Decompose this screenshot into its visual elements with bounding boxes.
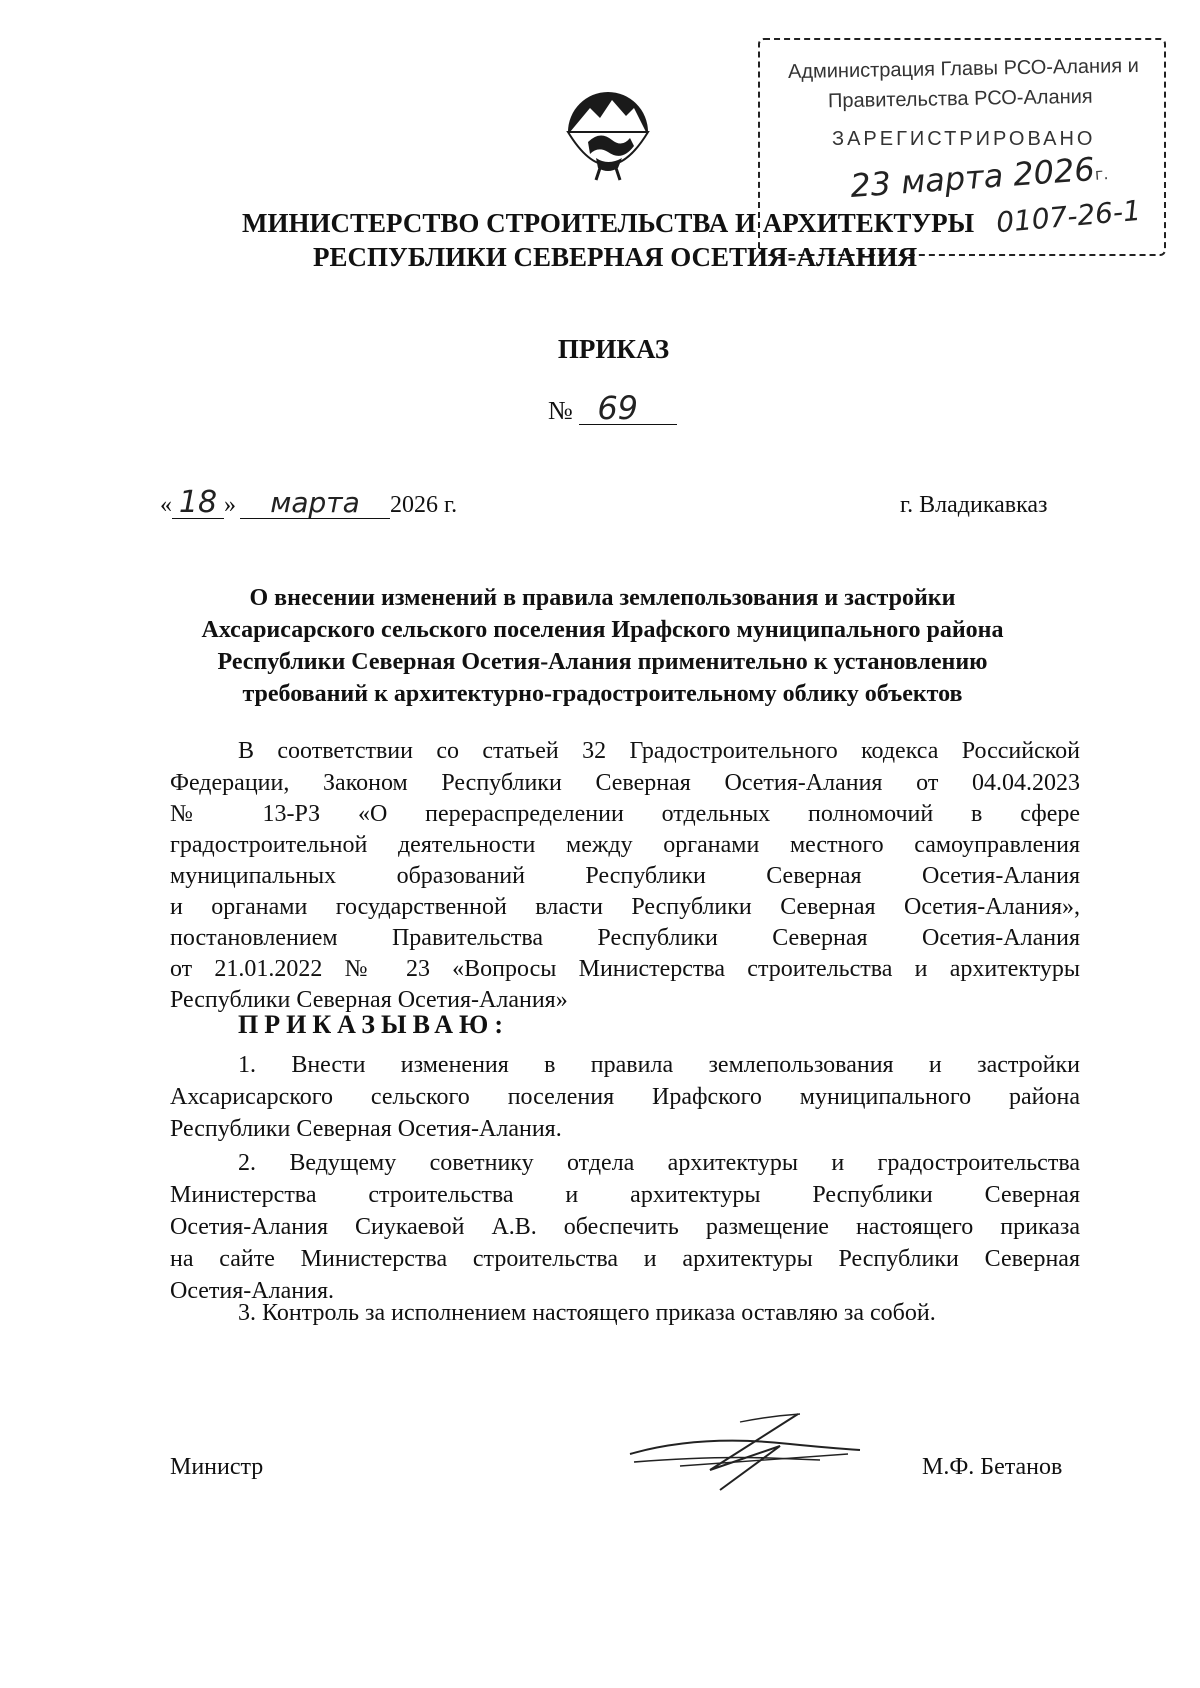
ministry-name-line-2: РЕСПУБЛИКИ СЕВЕРНАЯ ОСЕТИЯ-АЛАНИЯ	[313, 242, 918, 272]
stamp-registered-label: ЗАРЕГИСТРИРОВАНО	[832, 128, 1096, 150]
order-number-line	[548, 389, 677, 427]
stamp-line-1: Администрация Главы РСО-Алания и	[787, 54, 1140, 84]
stamp-date-value: 23 марта 2026	[848, 149, 1096, 205]
signatory-title: Министр	[170, 1454, 264, 1480]
preamble-line: Федерации, Законом Республики Северная Осетия-Алания от 04.04.2023	[170, 770, 1080, 796]
item-line: 1. Внести изменения в правила землепользования и застройки	[238, 1052, 1080, 1078]
number-label: №	[548, 396, 573, 425]
order-subject	[150, 582, 1055, 710]
order-number-value: 69	[579, 392, 677, 425]
item-line: на сайте Министерства строительства и архитектуры Республики Северная	[170, 1246, 1080, 1272]
decree-heading: ПРИКАЗЫВАЮ:	[238, 1010, 509, 1039]
order-day: 18	[172, 488, 224, 519]
subject-line: О внесении изменений в правила землепользования и застройки	[249, 585, 956, 611]
stamp-date-suffix: г.	[1094, 164, 1110, 184]
document-title: ПРИКАЗ	[557, 334, 670, 364]
preamble-line: градостроительной деятельности между органами местного самоуправления	[170, 832, 1080, 858]
ministry-name-line-1: МИНИСТЕРСТВО СТРОИТЕЛЬСТВА И АРХИТЕКТУРЫ	[242, 208, 975, 238]
preamble-line: № 13-РЗ «О перераспределении отдельных полномочий в сфере	[170, 801, 1080, 827]
item-line: Министерства строительства и архитектуры Республики Северная	[170, 1182, 1080, 1208]
order-month: марта	[240, 488, 390, 519]
handwritten-signature	[620, 1404, 870, 1504]
preamble-line: В соответствии со статьей 32 Градостроительного кодекса Российской	[238, 738, 1080, 764]
preamble-line: Республики Северная Осетия-Алания»	[170, 987, 568, 1013]
item-line: 3. Контроль за исполнением настоящего приказа оставляю за собой.	[238, 1300, 936, 1326]
stamp-line-2: Правительства РСО-Алания	[827, 85, 1093, 113]
item-line: Ахсарисарского сельского поселения Ирафского муниципального района	[170, 1084, 1080, 1110]
order-year: 2026 г.	[390, 492, 458, 518]
coat-of-arms-emblem	[560, 70, 656, 182]
item-line: Осетия-Алания Сиукаевой А.В. обеспечить размещение настоящего приказа	[170, 1214, 1080, 1240]
preamble-line: муниципальных образований Республики Северная Осетия-Алания	[170, 863, 1080, 889]
subject-line: Республики Северная Осетия-Алания применительно к установлению	[217, 649, 988, 675]
item-line: 2. Ведущему советнику отдела архитектуры и градостроительства	[238, 1150, 1080, 1176]
preamble-line: постановлением Правительства Республики Северная Осетия-Алания	[170, 925, 1080, 951]
item-line: Осетия-Алания.	[170, 1278, 334, 1304]
item-line: Республики Северная Осетия-Алания.	[170, 1116, 562, 1142]
order-city: г. Владикавказ	[900, 492, 1048, 518]
preamble-line: от 21.01.2022 № 23 «Вопросы Министерства строительства и архитектуры	[170, 956, 1080, 982]
subject-line: требований к архитектурно-градостроительному облику объектов	[242, 681, 963, 707]
stamp-registration-number: 0107-26-1	[994, 193, 1143, 240]
order-date: « 18 » марта 2026 г.	[160, 485, 458, 520]
signatory-name: М.Ф. Бетанов	[922, 1454, 1063, 1480]
preamble-line: и органами государственной власти Республики Северная Осетия-Алания»,	[170, 894, 1080, 920]
stamp-registration-date	[849, 149, 1109, 205]
subject-line: Ахсарисарского сельского поселения Ирафского муниципального района	[201, 617, 1004, 643]
